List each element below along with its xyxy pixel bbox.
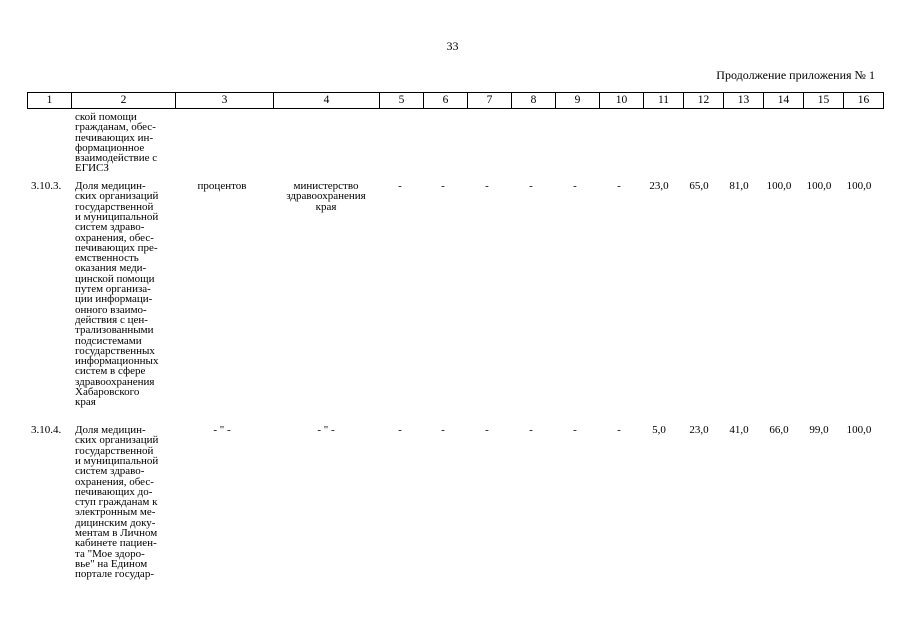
column-header-12: 12 [684,93,724,109]
row-value: 100,0 [846,180,872,192]
row-value: 66,0 [769,424,789,436]
row-description-line: действия с цен- [75,313,148,326]
continued-line: гражданам, обес- [75,121,156,134]
continued-line: печивающих ин- [75,131,154,144]
row-value: - [573,180,577,192]
row-value: - [441,180,445,192]
column-header-2: 2 [72,93,176,109]
column-header-1: 1 [28,93,72,109]
row-value: 81,0 [729,180,749,192]
row-number: 3.10.4. [31,424,62,436]
row-description-line: подсистемами [75,334,142,347]
row-description-line: государственных [75,344,155,357]
row-description-line: ских организаций [75,190,159,203]
row-description-line: Доля медицин- [75,424,146,436]
column-header-16: 16 [844,93,884,109]
row-description-line: и муниципальной [75,454,159,467]
continued-line: ЕГИСЗ [75,162,109,175]
row-value: - [617,180,621,192]
row-value: - [617,424,621,436]
row-value: 100,0 [846,424,872,436]
row-description-line: дицинским доку- [75,516,156,529]
continued-description [75,112,157,174]
row-description-line: кабинете пациен- [75,537,157,550]
row-value: 5,0 [652,424,666,436]
row-description-line: государственной [75,200,154,213]
row-value: 99,0 [809,424,829,436]
row-description-line: вье" на Едином [75,557,148,570]
row-description-line: здравоохранения [75,375,155,388]
column-header-8: 8 [512,93,556,109]
row-description-line: ских организаций [75,434,159,447]
continued-line: формационное [75,141,145,154]
row-description-line: систем в сфере [75,365,146,378]
continued-line: взаимодействие с [75,152,158,165]
column-header-3: 3 [176,93,274,109]
column-header-9: 9 [556,93,600,109]
row-description-line: печивающих пре- [75,241,158,254]
row-description-line: края [75,396,96,409]
column-header-14: 14 [764,93,804,109]
column-header-table [27,92,884,109]
row-description-line: Хабаровского [75,386,140,398]
column-header-7: 7 [468,93,512,109]
row-value: - [529,424,533,436]
row-description-line: ступ гражданам к [75,496,158,509]
row-description-line: электронным ме- [75,506,156,519]
row-description-line: ции информаци- [75,293,153,306]
column-header-11: 11 [644,93,684,109]
row-description-line: государственной [75,444,154,457]
column-header-13: 13 [724,93,764,109]
row-responsible-line: здравоохранения [286,190,366,203]
row-description-line: систем здраво- [75,221,145,234]
row-description-line: охранения, обес- [75,475,154,488]
row-description-line: онного взаимо- [75,303,147,316]
row-description-line: та "Мое здоро- [75,547,145,560]
row-value: 100,0 [806,180,832,192]
row-value: - [398,180,402,192]
row-value: - [529,180,533,192]
row-description-line: ментам в Личном [75,527,158,539]
row-description-line: емственность [75,252,139,265]
row-unit: - " - [213,424,231,436]
row-responsible-line: края [315,200,337,213]
page-number: 33 [446,39,459,53]
row-description-line: трализованными [75,324,154,337]
row-description-line: цинской помощи [75,272,155,285]
row-unit: процентов [197,180,247,192]
row-description-line: оказания меди- [75,262,147,275]
row-value: - [485,424,489,436]
column-header-15: 15 [804,93,844,109]
row-responsible-line: министерство [293,180,359,192]
row-value: - [573,424,577,436]
column-header-5: 5 [380,93,424,109]
row-description-line: информационных [75,355,159,368]
column-header-4: 4 [274,93,380,109]
row-responsible-line: - " - [317,424,335,436]
row-value: 65,0 [689,180,709,192]
row-value: - [398,424,402,436]
row-description-line: охранения, обес- [75,231,154,244]
column-header-6: 6 [424,93,468,109]
continued-line: ской помощи [75,111,137,123]
row-number: 3.10.3. [31,180,62,192]
row-description-line: портале государ- [75,568,154,581]
row-description-line: Доля медицин- [75,180,146,192]
row-description-line: систем здраво- [75,465,145,478]
column-header-10: 10 [600,93,644,109]
row-value: 41,0 [729,424,749,436]
row-value: - [441,424,445,436]
continuation-title: Продолжение приложения № 1 [716,68,875,82]
row-value: - [485,180,489,192]
row-description-line: печивающих до- [75,485,153,498]
row-description-line: и муниципальной [75,210,159,223]
row-description-line: путем организа- [75,283,151,295]
row-value: 23,0 [689,424,709,436]
row-value: 100,0 [766,180,792,192]
row-value: 23,0 [649,180,669,192]
